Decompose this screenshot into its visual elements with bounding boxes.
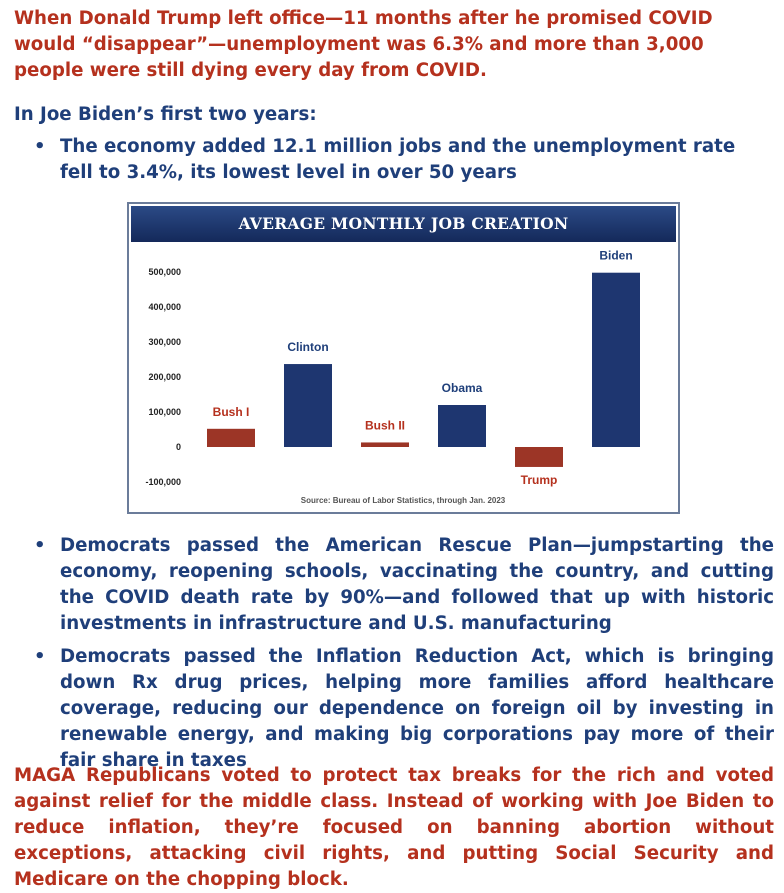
bar bbox=[361, 442, 409, 447]
bullet-text: The economy added 12.1 million jobs and the unemployment rate fell to 3.4%, its lowest level in over 50 years bbox=[60, 136, 736, 183]
bar bbox=[592, 273, 640, 447]
y-tick-label: 0 bbox=[175, 442, 181, 452]
bullet-item bbox=[30, 134, 774, 186]
bullet-item bbox=[30, 533, 774, 637]
bar-label: Bush I bbox=[212, 404, 250, 419]
bar bbox=[207, 429, 255, 447]
intro-paragraph: When Donald Trump left office—11 months after he promised COVID would “disappear”—unemployment was 6.3% and more than 3,000 people were still dying every day from COVID. bbox=[14, 8, 713, 81]
bar-label: Clinton bbox=[287, 340, 329, 355]
chart-plot bbox=[129, 204, 678, 512]
bullet-icon: • bbox=[34, 136, 46, 157]
y-tick-label: 500,000 bbox=[148, 267, 181, 277]
outro-paragraph: MAGA Republicans voted to protect tax breaks for the rich and voted against relief for the middle class. Instead of working with Joe Biden to reduce inflation, they’re focused on banning abortion without exceptions, attacking civil rights, and putting Social Security and Medicare on the chopping block. bbox=[14, 765, 774, 890]
bullet-text: Democrats passed the Inflation Reduction Act, which is bringing down Rx drug prices, helping more families afford healthcare coverage, reducing our dependence on foreign oil by investing in renewable energy, and making big corporations pay more of their fair share in taxes bbox=[60, 646, 774, 771]
bar-label: Biden bbox=[599, 248, 633, 263]
bar bbox=[438, 405, 486, 447]
biden-heading: In Joe Biden’s first two years: bbox=[14, 104, 317, 125]
bar-label: Trump bbox=[520, 472, 558, 487]
y-tick-label: 100,000 bbox=[148, 407, 181, 417]
bullet-icon: • bbox=[34, 646, 46, 667]
y-tick-label: -100,000 bbox=[145, 477, 181, 487]
bullet-item bbox=[30, 644, 774, 774]
y-tick-label: 400,000 bbox=[148, 302, 181, 312]
bullet-text: Democrats passed the American Rescue Plan—jumpstarting the economy, reopening schools, vaccinating the country, and cutting the COVID death rate by 90%—and followed that up with historic investments in infrastructure and U.S. manufacturing bbox=[60, 535, 774, 634]
bar-label: Obama bbox=[441, 381, 483, 395]
chart-title: AVERAGE MONTHLY JOB CREATION bbox=[131, 206, 676, 242]
bar bbox=[515, 447, 563, 467]
job-creation-chart bbox=[127, 202, 680, 514]
bullet-icon: • bbox=[34, 535, 46, 556]
chart-source: Source: Bureau of Labor Statistics, through Jan. 2023 bbox=[300, 496, 506, 505]
bar bbox=[284, 364, 332, 447]
bar-label: Bush II bbox=[364, 418, 406, 433]
y-tick-label: 200,000 bbox=[148, 372, 181, 382]
y-tick-label: 300,000 bbox=[148, 337, 181, 347]
